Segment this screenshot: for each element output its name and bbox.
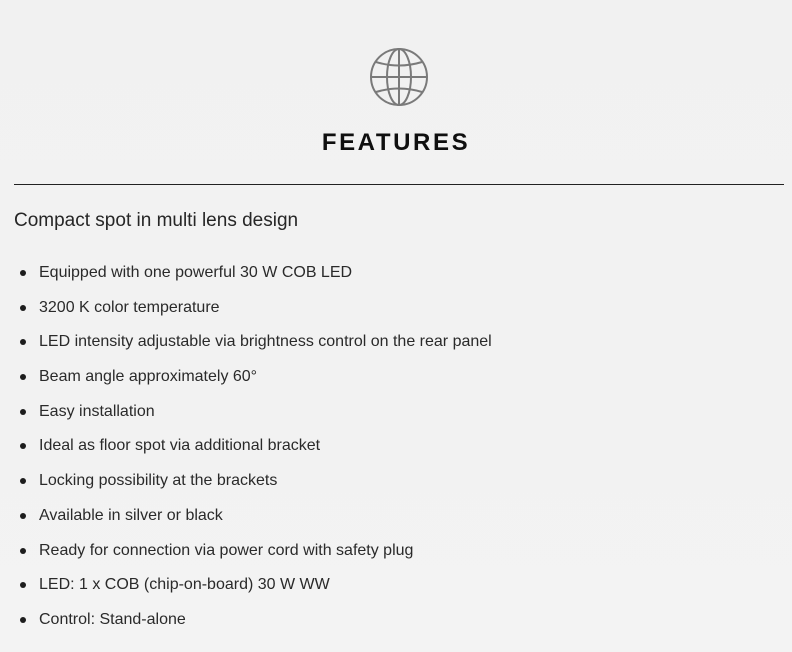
feature-list bbox=[0, 256, 492, 638]
feature-item-floor-spot: Ideal as floor spot via additional bracket bbox=[0, 429, 492, 464]
feature-item-control: Control: Stand-alone bbox=[0, 603, 492, 638]
feature-item-beam-angle: Beam angle approximately 60° bbox=[0, 360, 492, 395]
globe-icon bbox=[369, 47, 429, 107]
feature-item-color-temperature: 3200 K color temperature bbox=[0, 291, 492, 326]
product-tagline: Compact spot in multi lens design bbox=[14, 210, 299, 231]
features-title: FEATURES bbox=[321, 129, 471, 156]
feature-item-brightness-control: LED intensity adjustable via brightness control on the rear panel bbox=[0, 325, 492, 360]
feature-item-locking: Locking possibility at the brackets bbox=[0, 464, 492, 499]
features-header bbox=[0, 0, 792, 185]
feature-item-finish: Available in silver or black bbox=[0, 499, 492, 534]
feature-item-installation: Easy installation bbox=[0, 395, 492, 430]
feature-item-powerful-led: Equipped with one powerful 30 W COB LED bbox=[0, 256, 492, 291]
feature-item-led-spec: LED: 1 x COB (chip-on-board) 30 W WW bbox=[0, 568, 492, 603]
feature-item-power-connection: Ready for connection via power cord with safety plug bbox=[0, 534, 492, 569]
section-divider bbox=[14, 184, 784, 185]
